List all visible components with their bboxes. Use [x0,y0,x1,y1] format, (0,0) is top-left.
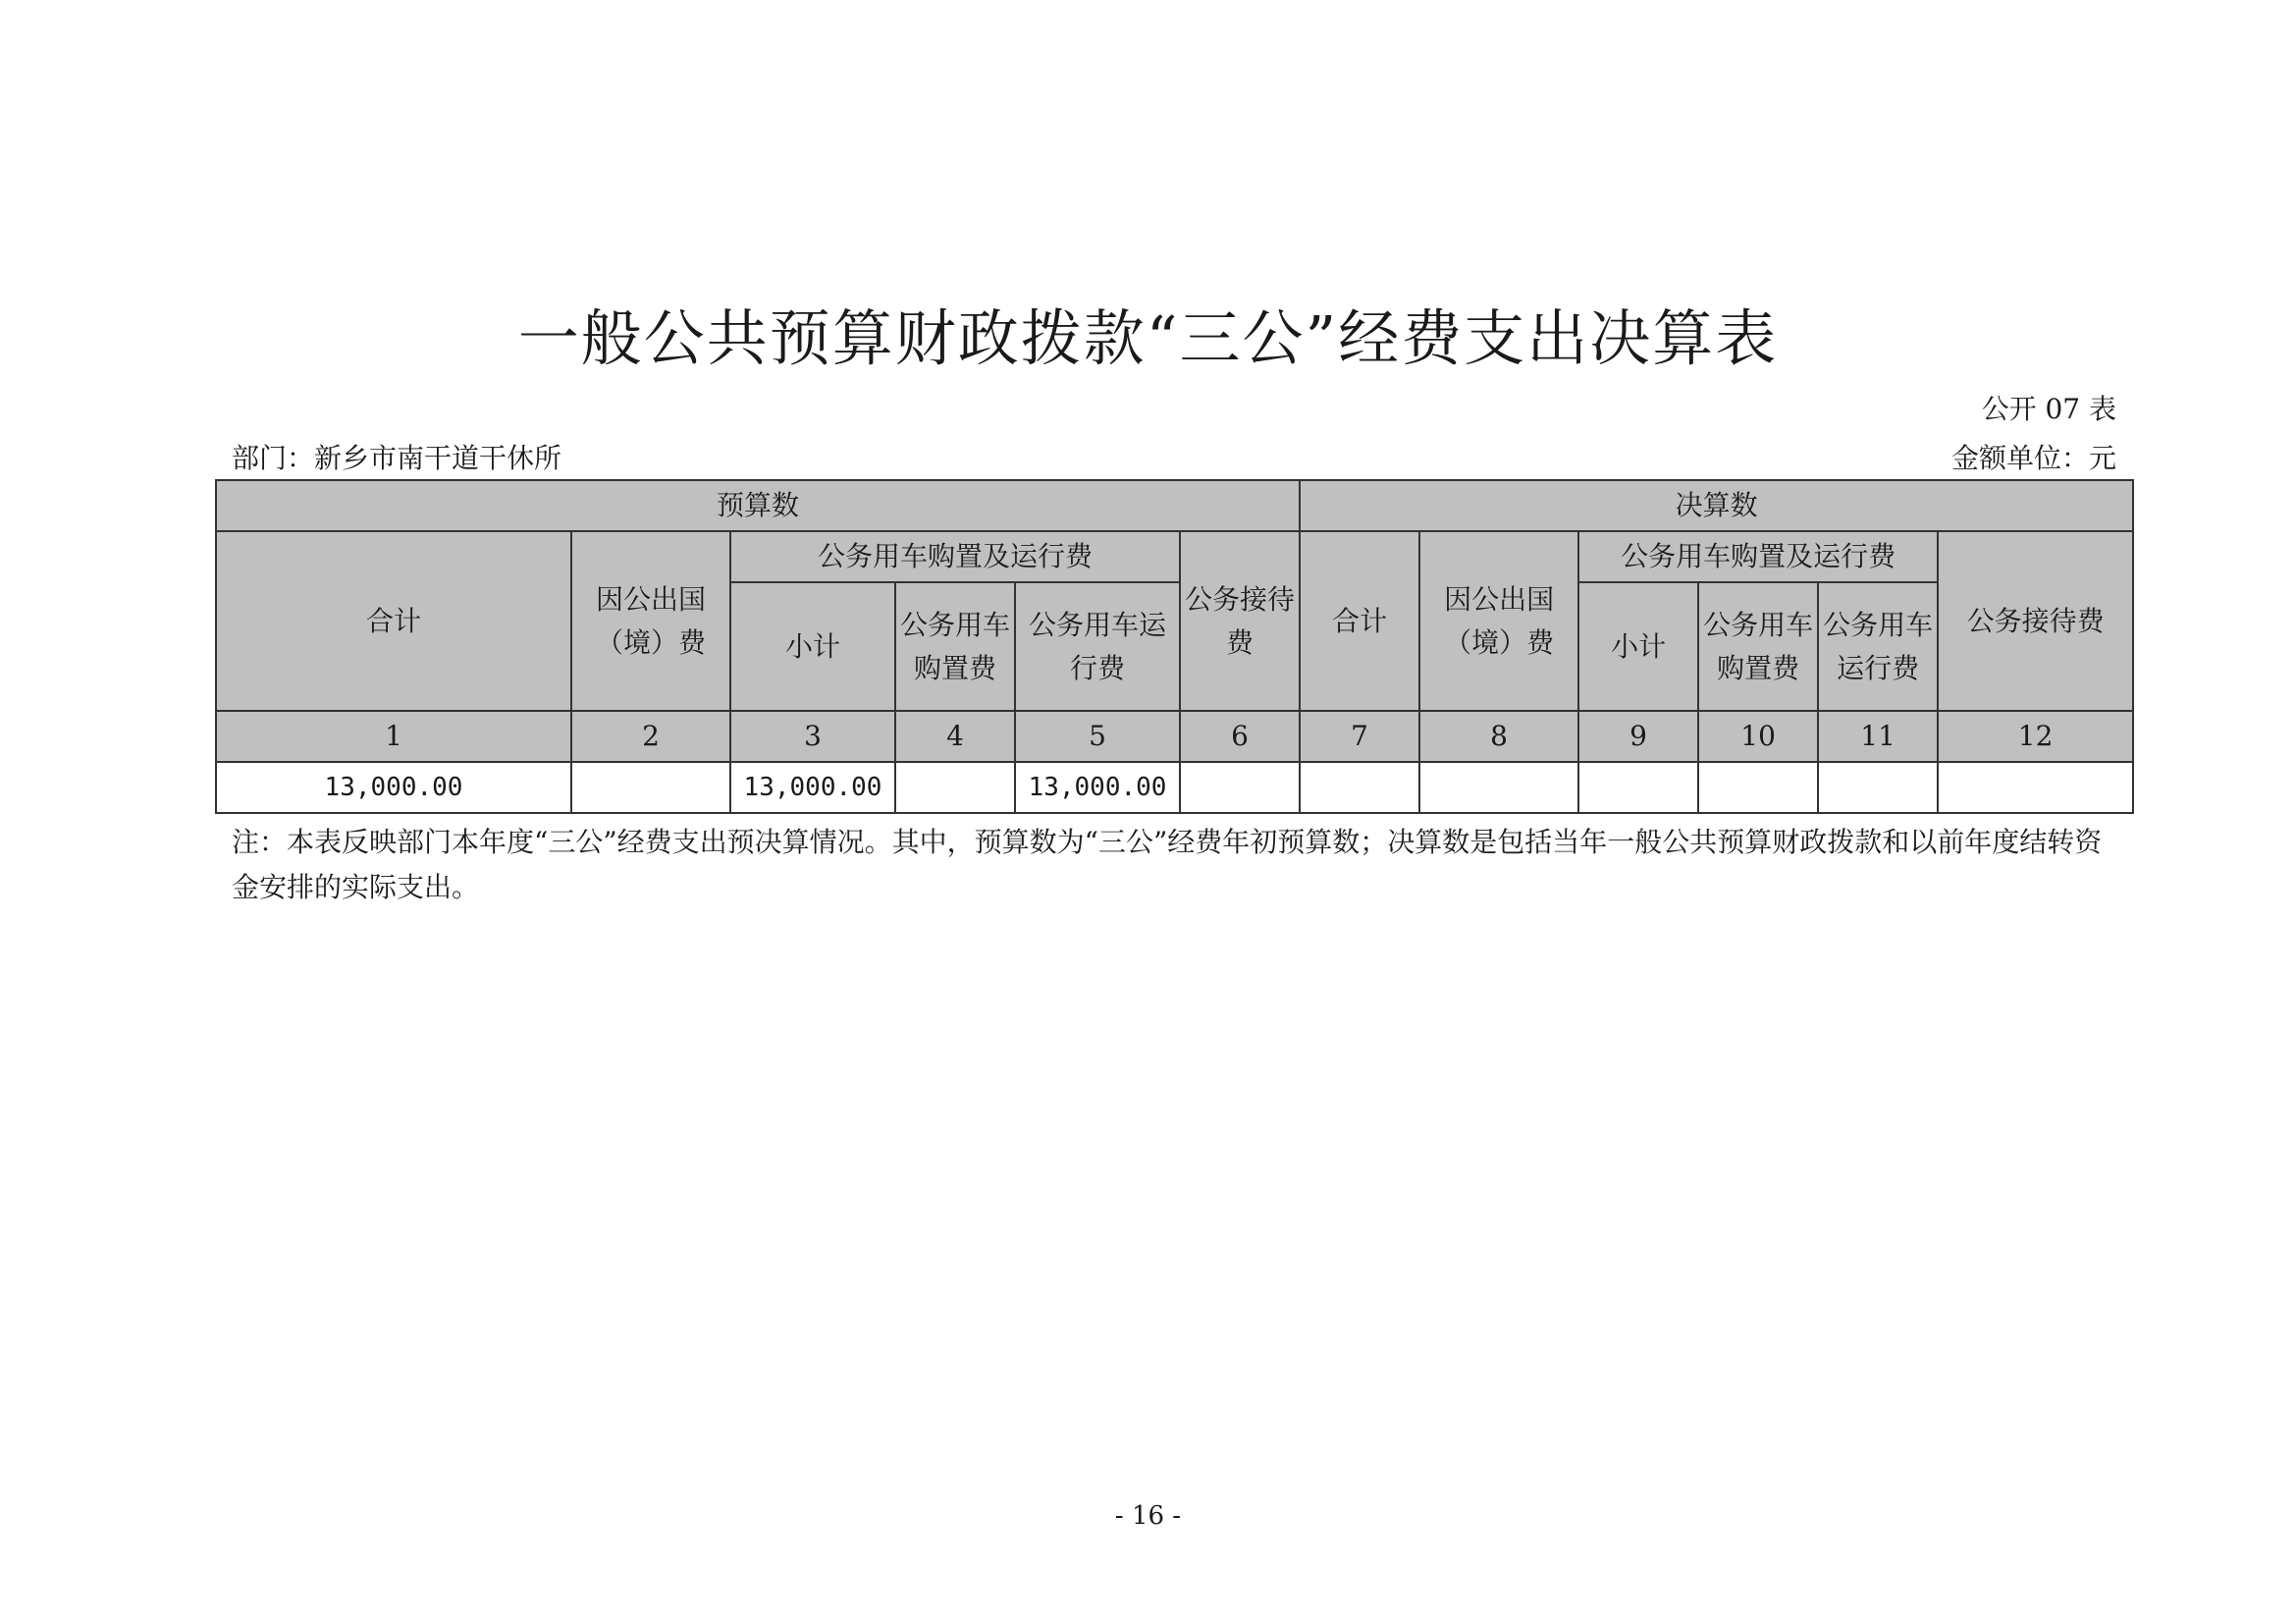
final-vehicle-operation-header: 公务用车运行费 [1818,582,1938,711]
department-label: 部门：新乡市南干道干休所 [232,442,562,474]
column-number: 10 [1698,711,1818,762]
budget-abroad-header: 因公出国（境）费 [571,531,730,711]
budget-subtotal-value: 13,000.00 [730,762,895,813]
final-reception-value [1938,762,2133,813]
final-subtotal-value [1578,762,1698,813]
final-vehicle-purchase-header: 公务用车购置费 [1698,582,1818,711]
form-number: 公开 07 表 [1981,393,2116,425]
column-number: 1 [216,711,571,762]
budget-vehicle-operation-header: 公务用车运行费 [1015,582,1180,711]
final-reception-header: 公务接待费 [1938,531,2133,711]
final-subtotal-header: 小计 [1578,582,1698,711]
budget-vehicle-purchase-value [895,762,1015,813]
final-total-value [1300,762,1419,813]
column-number: 7 [1300,711,1419,762]
column-number: 3 [730,711,895,762]
budget-vehicle-purchase-header: 公务用车购置费 [895,582,1015,711]
column-number: 11 [1818,711,1938,762]
report-title: 一般公共预算财政拨款“三公”经费支出决算表 [517,302,1779,374]
final-vehicle-purchase-value [1698,762,1818,813]
final-abroad-value [1419,762,1578,813]
budget-vehicle-group-header: 公务用车购置及运行费 [730,531,1180,582]
final-vehicle-operation-value [1818,762,1938,813]
column-number: 8 [1419,711,1578,762]
final-header: 决算数 [1300,480,2133,531]
column-number: 9 [1578,711,1698,762]
column-number: 12 [1938,711,2133,762]
column-number: 4 [895,711,1015,762]
column-number-row [216,711,2133,762]
final-abroad-header: 因公出国（境）费 [1419,531,1578,711]
budget-reception-value [1180,762,1300,813]
budget-abroad-value [571,762,730,813]
budget-vehicle-operation-value: 13,000.00 [1015,762,1180,813]
column-number: 5 [1015,711,1180,762]
three-public-expense-table [215,479,2134,814]
budget-reception-header: 公务接待费 [1180,531,1300,711]
column-number: 6 [1180,711,1300,762]
final-total-header: 合计 [1300,531,1419,711]
final-vehicle-group-header: 公务用车购置及运行费 [1578,531,1938,582]
amount-unit-label: 金额单位：元 [1950,442,2116,474]
page-number: - 16 - [1114,1501,1182,1531]
budget-subtotal-header: 小计 [730,582,895,711]
column-number: 2 [571,711,730,762]
budget-header: 预算数 [216,480,1300,531]
budget-total-header: 合计 [216,531,571,711]
table-row [216,762,2133,813]
budget-total-value: 13,000.00 [216,762,571,813]
table-note: 注：本表反映部门本年度“三公”经费支出预决算情况。其中，预算数为“三公”经费年初预算数；决算数是包括当年一般公共预算财政拨款和以前年度结转资金安排的实际支出。 [232,826,2103,903]
